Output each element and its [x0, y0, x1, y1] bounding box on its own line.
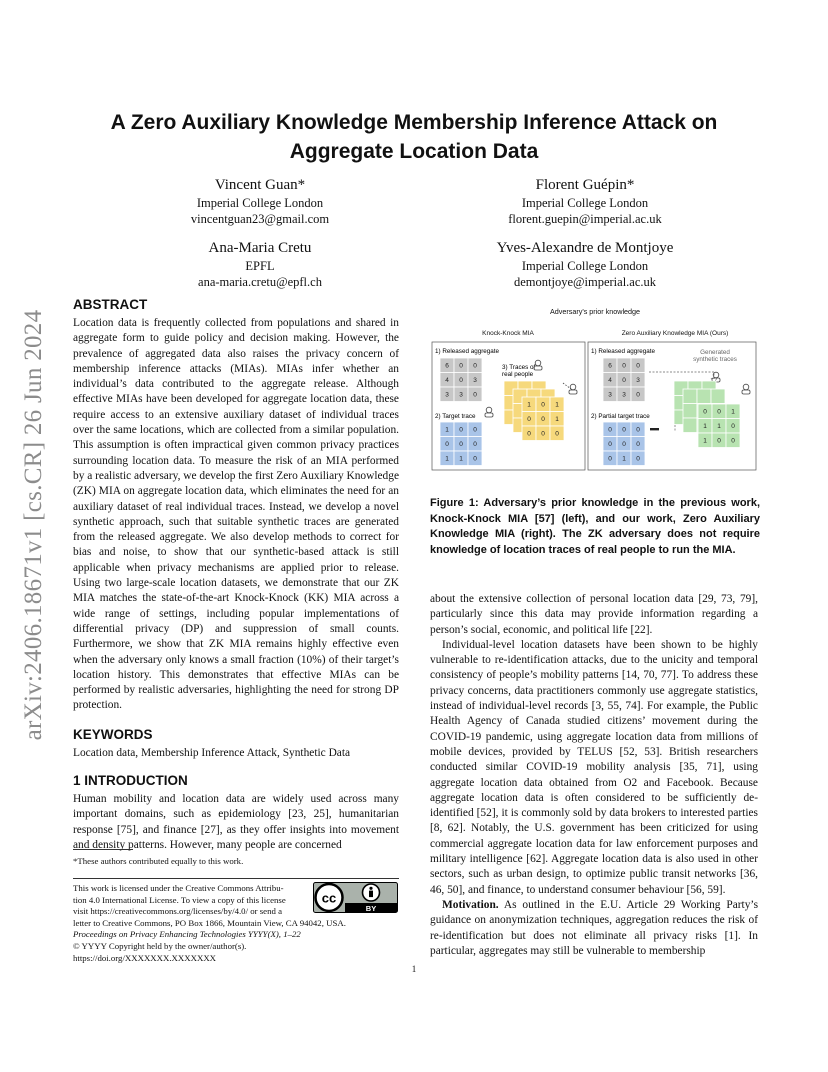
released-aggregate-grid-right: [603, 358, 645, 402]
cc-by-badge: [313, 882, 398, 913]
author-block-3: [150, 238, 370, 290]
trace-front-grid-value: 0: [541, 401, 545, 409]
partial-target-grid-value: 0: [636, 441, 640, 449]
released-aggregate-grid-right-value: 0: [622, 377, 626, 385]
fig-traces-label-2: real people: [502, 371, 534, 378]
doi-link[interactable]: https://doi.org/XXXXXXX.XXXXXXX: [73, 952, 217, 963]
target-trace-grid-value: 0: [473, 426, 477, 434]
trace-front-grid-value: 1: [555, 416, 559, 424]
partial-target-grid: [603, 422, 645, 466]
author-name: Yves-Alexandre de Montjoye: [496, 240, 674, 256]
target-trace-grid-value: 0: [459, 426, 463, 434]
trace-front-grid-value: 0: [527, 430, 531, 438]
copyright: © YYYY Copyright held by the owner/author(s).: [73, 940, 247, 951]
author-name: Vincent Guan*: [214, 177, 306, 193]
synthetic-mid-grid-cell: [683, 389, 697, 404]
fig-right-partial-label: 2) Partial target trace: [591, 413, 650, 420]
trace-front-grid-value: 1: [527, 401, 531, 409]
intro-paragraph-1: about the extensive collection of personal location data [29, 73, 79], particularly since this data may provide information regarding a person’s social, economic, and political life [22].: [430, 593, 758, 636]
fig-minus-sign: [650, 428, 659, 430]
released-aggregate-grid-right-value: 4: [608, 377, 612, 385]
target-trace-grid-value: 0: [473, 455, 477, 463]
trace-front-grid-value: 1: [555, 401, 559, 409]
synthetic-front-grid-value: 0: [717, 408, 721, 416]
released-aggregate-grid-right-value: 6: [608, 362, 612, 370]
left-column: [73, 297, 399, 853]
released-aggregate-grid-value: 0: [459, 377, 463, 385]
trace-front-grid-value: 0: [541, 430, 545, 438]
trace-front-grid-value: 0: [555, 430, 559, 438]
released-aggregate-grid-value: 3: [459, 391, 463, 399]
keywords-heading: KEYWORDS: [73, 726, 153, 742]
fig-right-released-label: 1) Released aggregate: [591, 348, 656, 355]
title-line-1: A Zero Auxiliary Knowledge Membership Inference Attack on: [110, 111, 718, 134]
author-name: Florent Guépin*: [535, 177, 635, 193]
person-icon: [712, 372, 720, 382]
synthetic-mid-grid-cell: [683, 418, 697, 433]
fig-left-target-label: 2) Target trace: [435, 413, 476, 420]
motivation-text: As outlined in the E.U. Article 29 Working Party’s guidance on anonymization techniques, aggregation reduces the risk of re-identification but does not eliminate all privacy risks [1]. In particular, aggregates may still be vulnerable to membership: [430, 898, 758, 957]
title-line-2: Aggregate Location Data: [289, 140, 539, 163]
released-aggregate-grid-right-value: 0: [636, 391, 640, 399]
author-affiliation: Imperial College London: [521, 196, 649, 210]
footnote: *These authors contributed equally to this work.: [73, 856, 244, 866]
released-aggregate-grid-value: 0: [473, 362, 477, 370]
released-aggregate-grid-right-value: 3: [608, 391, 612, 399]
figure-caption: Figure 1: Adversary’s prior knowledge in the previous work, Knock-Knock MIA [57] (left), and our work, Zero Auxiliary Knowledge MIA (right). The ZK adversary does not require knowledge of location traces of real people to run the MIA.: [430, 497, 760, 556]
person-icon: [569, 384, 577, 394]
license-rule: [73, 878, 399, 879]
synthetic-front-grid-value: 0: [703, 408, 707, 416]
released-aggregate-grid-right-value: 0: [622, 362, 626, 370]
author-affiliation: Imperial College London: [196, 196, 324, 210]
author-name: Ana-Maria Cretu: [208, 240, 312, 256]
fig-traces-label-1: 3) Traces of: [502, 364, 536, 371]
target-trace-grid-value: 1: [445, 455, 449, 463]
synthetic-front-grid-value: 0: [731, 437, 735, 445]
footnote-rule: [73, 849, 133, 850]
target-trace-grid-value: 1: [445, 426, 449, 434]
author-email[interactable]: ana-maria.cretu@epfl.ch: [198, 275, 322, 289]
author-email[interactable]: vincentguan23@gmail.com: [190, 212, 330, 226]
fig-left-released-label: 1) Released aggregate: [435, 348, 500, 355]
synthetic-mid-grid-cell: [697, 389, 711, 404]
right-column: [430, 592, 758, 959]
released-aggregate-grid-value: 4: [445, 377, 449, 385]
released-aggregate-grid-value: 6: [445, 362, 449, 370]
partial-target-grid-value: 0: [622, 426, 626, 434]
proceedings: Proceedings on Privacy Enhancing Technologies YYYY(X), 1–22: [73, 929, 301, 940]
trace-front-grid: [522, 397, 564, 441]
released-aggregate-grid-value: 0: [459, 362, 463, 370]
partial-target-grid-value: 0: [636, 426, 640, 434]
arxiv-stamp: arXiv:2406.18671v1 [cs.CR] 26 Jun 2024: [20, 309, 47, 741]
synthetic-mid-grid-cell: [683, 404, 697, 419]
synthetic-front-grid: [698, 404, 740, 448]
page-number: 1: [411, 964, 417, 974]
partial-target-grid-value: 0: [608, 441, 612, 449]
person-icon: [742, 384, 750, 394]
synthetic-mid-grid-cell: [711, 389, 725, 404]
released-aggregate-grid-right-value: 3: [636, 377, 640, 385]
author-block-1: [150, 175, 370, 227]
author-block-2: [460, 175, 710, 227]
person-icon: [485, 407, 493, 417]
author-email[interactable]: demontjoye@imperial.ac.uk: [513, 275, 657, 289]
author-affiliation: EPFL: [245, 259, 275, 273]
synthetic-front-grid-value: 0: [717, 437, 721, 445]
synthetic-front-grid-value: 1: [731, 408, 735, 416]
partial-target-grid-value: 0: [636, 455, 640, 463]
released-aggregate-grid-right-value: 3: [622, 391, 626, 399]
paper-title: [70, 108, 758, 166]
synthetic-front-grid-value: 0: [731, 423, 735, 431]
released-aggregate-grid-value: 0: [473, 391, 477, 399]
fig-generated-label-2: synthetic traces: [693, 356, 737, 363]
released-aggregate-grid-right-value: 0: [636, 362, 640, 370]
cc-badge-text: BY: [365, 904, 377, 913]
fig-generated-label-1: Generated: [700, 349, 730, 356]
author-email[interactable]: florent.guepin@imperial.ac.uk: [508, 212, 662, 226]
partial-target-grid-value: 0: [608, 426, 612, 434]
figure-1: [430, 305, 760, 477]
svg-text:cc: cc: [321, 890, 337, 906]
keywords-text: Location data, Membership Inference Attack, Synthetic Data: [73, 746, 351, 759]
author-block-4: [460, 238, 710, 290]
synthetic-front-grid-value: 1: [703, 437, 707, 445]
intro-heading: 1 INTRODUCTION: [73, 773, 188, 789]
synthetic-front-grid-value: 1: [717, 423, 721, 431]
motivation-label: Motivation.: [442, 898, 499, 911]
motivation-paragraph: [430, 898, 758, 959]
abstract-text: Location data is frequently collected from populations and shared in aggregate form to guide policy and decision making. However, the prevalence of aggregated data also raises the privacy concern of membership inference attacks (MIAs). MIAs infer whether an individual’s data contributed to the aggregate release. Although effective MIAs have been developed for aggregate location data, these require access to an extensive auxiliary dataset of individual traces over the same locations, which are collected from a similar population. This assumption is often impractical given common privacy practices surrounding location data. To measure the risk of an MIA performed by a realistic adversary, we develop the first Zero Auxiliary Knowledge (ZK) MIA on aggregate location data, which eliminates the need for an auxiliary dataset of real individual traces. Instead, we develop a novel synthetic approach, such that suitable synthetic traces are generated from the released aggregate. We also develop methods to correct for bias and noise, to show that our synthetic-based attack is still applicable when privacy mechanisms are applied prior to release. Using two large-scale location datasets, we demonstrate that our ZK MIA matches the state-of-the-art Knock-Knock (KK) MIA across a wide range of settings, including popular implementations of differential privacy (DP) and suppression of small counts. Furthermore, we show that ZK MIA remains highly effective even when the adversary only knows a small fraction (10%) of their target’s location history. This demonstrates that effective MIAs can be performed by realistic adversaries, highlighting the need for strong DP protection.: [73, 317, 399, 712]
fig-left-title: Knock-Knock MIA: [482, 330, 534, 337]
target-trace-grid-value: 0: [445, 441, 449, 449]
intro-text-left: Human mobility and location data are widely used across many important domains, such as epidemiology [23, 25], humanitarian response [75], and finance [27], as they offer insights into movement and density patterns. However, many people are concerned: [73, 793, 399, 851]
target-trace-grid-value: 0: [473, 441, 477, 449]
trace-front-grid-value: 0: [541, 416, 545, 424]
released-aggregate-grid-value: 3: [473, 377, 477, 385]
partial-target-grid-value: 0: [608, 455, 612, 463]
fig-grids: [440, 358, 740, 466]
target-trace-grid-value: 0: [459, 441, 463, 449]
fig-right-title: Zero Auxiliary Knowledge MIA (Ours): [621, 330, 729, 337]
target-trace-grid-value: 1: [459, 455, 463, 463]
trace-front-grid-value: 0: [527, 416, 531, 424]
fig-dashed-arrow: [649, 372, 714, 380]
intro-paragraph-2: Individual-level location datasets have been shown to be highly vulnerable to re-identification attacks, due to the unicity and temporal consistency of people’s mobility patterns [14, 70, 77]. To address these privacy concerns, data practitioners commonly use aggregate statistics, instead of individual-level records [3, 55, 74]. For example, the Public Health Agency of Canada studied citizens’ movement during the COVID-19 pandemic, using aggregate location data from millions of mobile devices, provided by TELUS [52, 53]. British researchers conducted similar COVID-19 mobility analysis [35, 71], using aggregate location data obtained from O2 and Facebook. Because aggregate location data is often considered to be sufficiently de-identified [52], it is commonly sold by data brokers to interested parties [8, 62]. Notably, the U.S. government has been criticized for using commercial aggregate location data for law enforcement purposes and military intelligence [62]. Aggregate location data is also used in other sectors, such as urban design, to optimize public transit networks [36, 46, 50], and finance, to understand consumer behaviour [56, 59].: [430, 638, 758, 896]
partial-target-grid-value: 0: [622, 441, 626, 449]
fig-top-label: Adversary's prior knowledge: [549, 307, 641, 316]
partial-target-grid-value: 1: [622, 455, 626, 463]
license-text: This work is licensed under the Creative Commons Attribu- tion 4.0 International License. To view a copy of this license visit https://creativecommons.org/licenses/by/4.0/ or send a letter to Creative Commons, PO Box 1866, Mountain View, CA 94042, USA. Proceedings on Privacy Enhancing Technologies YYYY(X), 1–22 © YYYY Copyright held by the owner/author(s). https://doi.org/XXXXXXX.XXXXXXX: [73, 883, 346, 963]
released-aggregate-grid: [440, 358, 482, 402]
target-trace-grid: [440, 422, 482, 466]
released-aggregate-grid-value: 3: [445, 391, 449, 399]
author-affiliation: Imperial College London: [521, 259, 649, 273]
abstract-heading: ABSTRACT: [73, 297, 148, 312]
synthetic-front-grid-value: 1: [703, 423, 707, 431]
